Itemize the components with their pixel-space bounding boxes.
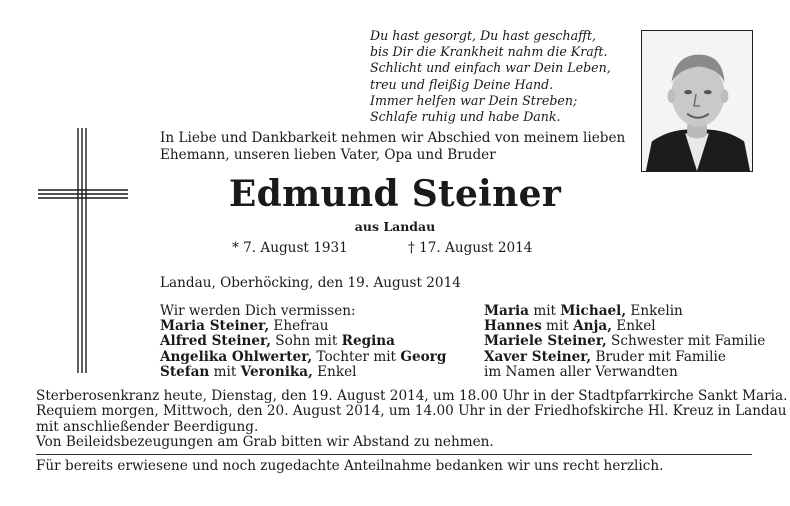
- intro-line: In Liebe und Dankbarkeit nehmen wir Abschied von meinem lieben: [160, 130, 626, 146]
- intro-text: [160, 130, 630, 163]
- place-date: Landau, Oberhöcking, den 19. August 2014: [160, 275, 461, 291]
- portrait-illustration: [642, 31, 752, 171]
- mourner-entry: Stefan mit Veronika, Enkel: [160, 363, 357, 380]
- poem-line: Schlicht und einfach war Dein Leben,: [370, 60, 611, 76]
- portrait-photo: [641, 30, 753, 172]
- service-line: mit anschließender Beerdigung.: [36, 418, 259, 435]
- birth-date: * 7. August 1931: [232, 240, 348, 256]
- poem-line: treu und fleißig Deine Hand.: [370, 76, 554, 92]
- divider: [36, 454, 752, 455]
- mourner-entry: Xaver Steiner, Bruder mit Familie: [484, 348, 726, 365]
- deceased-name: Edmund Steiner: [228, 173, 562, 215]
- mourners-list-right: [484, 304, 784, 380]
- service-line: Requiem morgen, Mittwoch, den 20. August 2014, um 14.00 Uhr in der Friedhofskirche Hl. Kreuz in Landau: [36, 403, 787, 420]
- cross-icon-graphic: [38, 128, 128, 373]
- service-info: [36, 388, 788, 451]
- poem-line: Du hast gesorgt, Du hast geschafft,: [370, 28, 597, 43]
- service-line: Von Beileidsbezeugungen am Grab bitten wir Abstand zu nehmen.: [36, 434, 494, 451]
- mourner-entry: Maria mit Michael, Enkelin: [484, 303, 683, 319]
- poem-line: bis Dir die Krankheit nahm die Kraft.: [370, 44, 608, 60]
- mourner-entry: Angelika Ohlwerter, Tochter mit Georg: [160, 348, 447, 365]
- death-date: † 17. August 2014: [408, 240, 533, 256]
- mourners-list-left: [160, 304, 480, 380]
- poem: [370, 28, 630, 125]
- mourner-entry: im Namen aller Verwandten: [484, 363, 678, 380]
- poem-line: Schlafe ruhig und habe Dank.: [370, 109, 561, 125]
- mourner-entry: Hannes mit Anja, Enkel: [484, 318, 656, 335]
- mourner-entry: Maria Steiner, Ehefrau: [160, 318, 329, 335]
- deceased-origin: aus Landau: [354, 219, 436, 234]
- service-line: Sterberosenkranz heute, Dienstag, den 19. August 2014, um 18.00 Uhr in der Stadtpfarrkirche Sankt Maria.: [36, 388, 788, 404]
- intro-line: Ehemann, unseren lieben Vater, Opa und Bruder: [160, 146, 496, 163]
- mourner-entry: Mariele Steiner, Schwester mit Familie: [484, 333, 766, 350]
- mourner-entry: Alfred Steiner, Sohn mit Regina: [160, 333, 395, 350]
- poem-line: Immer helfen war Dein Streben;: [370, 92, 578, 108]
- cross-icon: [38, 128, 128, 373]
- thanks-text: Für bereits erwiesene und noch zugedachte Anteilnahme bedanken wir uns recht herzlich.: [36, 458, 664, 474]
- mourners-heading: Wir werden Dich vermissen:: [160, 303, 356, 319]
